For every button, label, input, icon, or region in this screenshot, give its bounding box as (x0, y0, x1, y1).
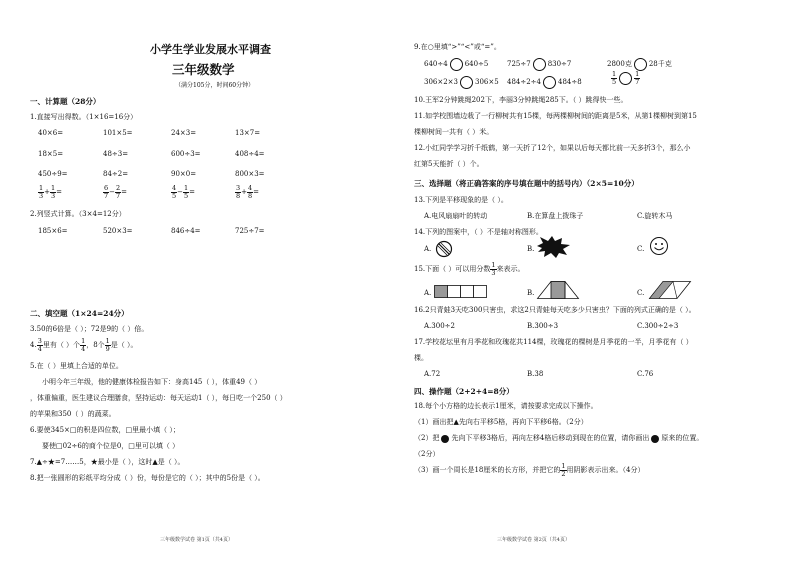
frac-num: 1 (51, 184, 56, 192)
calc-item: 84÷2= (103, 170, 129, 178)
question-15 (414, 262, 525, 277)
parallelogram-figure (649, 281, 691, 299)
question-11-line-1: 11.如学校围墙边栽了一行柳树共有15棵，每两棵柳树间的距离是5米，从第1棵柳树到第15 (414, 112, 697, 120)
answer-circle[interactable] (533, 58, 546, 71)
compare-item (424, 58, 488, 71)
fill-4 (30, 338, 138, 353)
option-c[interactable]: C.300÷2÷3 (637, 322, 679, 330)
answer-circle[interactable] (619, 72, 632, 85)
option-c[interactable]: C. (637, 289, 645, 297)
calc-item: 101×5= (103, 129, 133, 137)
fill-4-text: 是（ ）。 (110, 341, 138, 349)
calc-item: 450÷9= (38, 170, 68, 178)
question-10: 10.王军2分钟跳绳202下，李丽3分钟跳绳285下。（ ）跳得快一些。 (414, 96, 628, 104)
question-11-line-2: 棵柳树间一共有（ ）米。 (414, 128, 494, 136)
compare-left: 640÷4 (424, 60, 448, 68)
operation-1: （1）画出把▲先向右平移5格，再向下平移6格。（2分） (414, 418, 588, 426)
question-17-line-1: 17.学校花坛里有月季花和玫瑰花共114棵，玫瑰花的棵树是月季花的一半，月季花有（ ） (414, 338, 693, 346)
operation-3-text: 用阴影表示出来。（4分） (566, 466, 645, 474)
fill-7: 7.▲÷★=7……5，★最小是（ ），这时▲是（ ）。 (30, 458, 185, 466)
compare-left: 2800克 (607, 60, 632, 68)
question-12-line-1: 12.小红同学学习折千纸鹤，第一天折了12个，如果以后每天都比前一天多折3个，那么小 (414, 144, 691, 152)
frac-den: 7 (104, 192, 109, 200)
calc-item: 24×3= (171, 129, 197, 137)
operation-2-text: 原来的位置。 (661, 434, 704, 442)
filled-circle-icon (651, 435, 659, 443)
compare-item (611, 71, 640, 86)
frac-op: + (241, 188, 248, 196)
exam-note: （满分105分，时间60分钟） (175, 82, 255, 89)
compare-right: 306×5 (475, 78, 499, 86)
frac-num: 1 (105, 337, 110, 345)
frac-den: 3 (39, 192, 44, 200)
question-12-line-2: 红第5天能折（ ）个。 (414, 160, 484, 168)
compare-item (607, 58, 672, 71)
frac-op: − (177, 188, 184, 196)
answer-circle[interactable] (460, 76, 473, 89)
calc-item: 800×3= (235, 170, 265, 178)
fill-4-text: 里有（ ）个 (42, 341, 81, 349)
frac-den: 7 (116, 192, 121, 200)
frac-den: 8 (248, 192, 253, 200)
compare-item (507, 76, 582, 89)
frac-op: − (109, 188, 116, 196)
right-page (397, 0, 794, 561)
frac-op: + (44, 188, 51, 196)
fill-5: 5.在（ ）里填上合适的单位。 (30, 362, 123, 370)
no-entry-icon (435, 240, 453, 258)
frac-num: 1 (491, 261, 496, 269)
operation-2 (414, 434, 703, 443)
frac-den: 3 (51, 192, 56, 200)
frac-den: 5 (612, 78, 617, 86)
smiley-face-icon (649, 236, 669, 256)
option-b[interactable]: B.300÷3 (527, 322, 559, 330)
frac-den: 2 (561, 470, 566, 478)
option-c[interactable]: C. (637, 245, 645, 253)
frac-num: 4 (172, 184, 177, 192)
section-1-heading: 一、计算题（28分） (30, 97, 101, 106)
option-a[interactable]: A. (424, 289, 432, 297)
calc-item: 40×6= (38, 129, 64, 137)
calc-item: 408÷4= (235, 150, 265, 158)
question-13: 13.下列是平移现象的是（ ）。 (414, 196, 508, 204)
compare-right: 484÷8 (558, 78, 582, 86)
question-18: 18.每个小方格的边长表示1厘米，请按要求完成以下操作。 (414, 402, 598, 410)
frac-den: 4 (81, 345, 86, 353)
question-17-line-2: 棵。 (414, 354, 428, 362)
compare-item (424, 76, 499, 89)
frac-den: 7 (635, 78, 640, 86)
fill-5-line-1: 小明今年三年级，他的健康体检报告如下：身高145（ ），体重49（ ） (42, 378, 262, 386)
frac-den: 8 (236, 192, 241, 200)
frac-den: 9 (105, 345, 110, 353)
operation-3-text: （3）画一个周长是18厘米的长方形，并把它的 (414, 466, 561, 474)
vertical-calc: 185×6= (38, 227, 68, 235)
question-15-text: 15.下面（ ）可以用分数 (414, 265, 491, 273)
option-c[interactable]: C.旋转木马 (637, 212, 673, 220)
option-b[interactable]: B. (527, 245, 535, 253)
fraction-calc: $\frac{3}{8}$ + $\frac{4}{8}$ = (236, 184, 260, 200)
frac-num: 1 (81, 337, 86, 345)
question-16: 16.2只青蛙3天吃300只害虫，求这2只青蛙每天吃多少只害虫？下面的列式正确的是（ ）。 (414, 306, 696, 314)
vertical-calc: 520×3= (103, 227, 133, 235)
option-a[interactable]: A.电风扇扇叶的转动 (424, 212, 488, 220)
operation-3 (414, 463, 644, 478)
compare-item (507, 58, 571, 71)
fraction-calc: $\frac{6}{7}$ − $\frac{2}{7}$ = (104, 184, 128, 200)
fill-8: 8.把一张圆形的彩纸平均分成（ ）份，每份是它的（ ）；其中的5份是（ ）。 (30, 474, 265, 482)
frac-den: 5 (172, 192, 177, 200)
shaded-bar-figure (434, 285, 489, 298)
operation-2-score: （2分） (414, 450, 440, 458)
fill-5-line-3: 的苹果和350（ ）的蔬菜。 (30, 410, 116, 418)
compare-left: 306×2×3 (424, 78, 458, 86)
question-14: 14.下列的图案中，（ ）不是轴对称图形。 (414, 228, 543, 236)
page-footer: 三年级数学试卷 第1页（共4页） (160, 537, 233, 543)
compare-right: 28千克 (648, 60, 672, 68)
question-9: 9.在○里填“>”“<”或“=”。 (414, 43, 501, 51)
frac-num: 1 (561, 462, 566, 470)
section-3-heading: 三、选择题（将正确答案的序号填在题中的括号内）（2×5=10分） (414, 179, 639, 188)
exam-subtitle: 三年级数学 (172, 62, 235, 77)
option-a[interactable]: A. (424, 245, 432, 253)
frac-num: 1 (612, 70, 617, 78)
fraction-calc: $\frac{1}{3}$ + $\frac{1}{3}$ = (39, 184, 63, 200)
vertical-calc: 725÷7= (235, 227, 265, 235)
frac-num: 3 (236, 184, 241, 192)
page-footer: 三年级数学试卷 第2页（共4页） (497, 537, 570, 543)
answer-circle[interactable] (450, 58, 463, 71)
calc-item: 18×5= (38, 150, 64, 158)
option-b[interactable]: B. (527, 289, 535, 297)
frac-num: 2 (116, 184, 121, 192)
calc-item: 13×7= (235, 129, 261, 137)
frac-den: 4 (37, 345, 42, 353)
fraction-calc: $\frac{4}{5}$ − $\frac{1}{5}$ = (172, 184, 196, 200)
frac-num: 1 (39, 184, 44, 192)
frac-den: 5 (184, 192, 189, 200)
frac-num: 4 (248, 184, 253, 192)
question-2: 2.列竖式计算。（3×4=12分） (30, 210, 126, 218)
calc-item: 600÷3= (171, 150, 201, 158)
fill-4-text: ，8个 (86, 341, 105, 349)
question-1: 1.直接写出得数。（1×16=16分） (30, 113, 138, 121)
compare-right: 830÷7 (547, 60, 572, 68)
compare-left: 484÷2÷4 (507, 78, 541, 86)
compare-right: 640÷5 (464, 60, 489, 68)
starburst-icon (537, 236, 571, 258)
frac-num: 1 (635, 70, 640, 78)
option-b[interactable]: B.在算盘上拨珠子 (527, 212, 584, 220)
answer-circle[interactable] (543, 76, 556, 89)
operation-2-text: （2）把 (414, 434, 440, 442)
option-c[interactable]: C.76 (637, 370, 654, 378)
frac-num: 3 (37, 337, 42, 345)
fill-6-line-2: 要使□02÷6的商个位是0，□里可以填（ ） (42, 442, 180, 450)
trapezoid-figure (537, 281, 579, 299)
section-4-heading: 四、操作题（2+2+4=8分） (414, 387, 514, 396)
operation-2-text: 先向下平移3格后，再向左移4格后移动到现在的位置，请你画出 (451, 434, 650, 442)
calc-item: 90×0= (171, 170, 197, 178)
option-a[interactable]: A.300÷2 (424, 322, 455, 330)
frac-num: 1 (184, 184, 189, 192)
compare-left: 725÷7 (507, 60, 531, 68)
fill-3: 3.50的6倍是（ ）；72是9的（ ）倍。 (30, 325, 149, 333)
section-2-heading: 二、填空题（1×24=24分） (30, 309, 129, 318)
vertical-calc: 846÷4= (171, 227, 201, 235)
fill-6: 6.要使345×□的积是四位数，□里最小填（ ）； (30, 426, 180, 434)
exam-title: 小学生学业发展水平调查 (150, 43, 271, 56)
frac-den: 3 (491, 269, 496, 277)
option-a[interactable]: A.72 (424, 370, 441, 378)
fill-5-line-2: ，体重偏重，医生建议合理膳食，坚持运动：每天运动1（ ），每日吃一个250（ ） (30, 394, 287, 402)
calc-item: 48÷3= (103, 150, 129, 158)
filled-circle-icon (441, 435, 449, 443)
question-15-text: 来表示。 (496, 265, 525, 273)
frac-num: 6 (104, 184, 109, 192)
option-b[interactable]: B.38 (527, 370, 544, 378)
fill-4-num: 4. (30, 341, 37, 349)
